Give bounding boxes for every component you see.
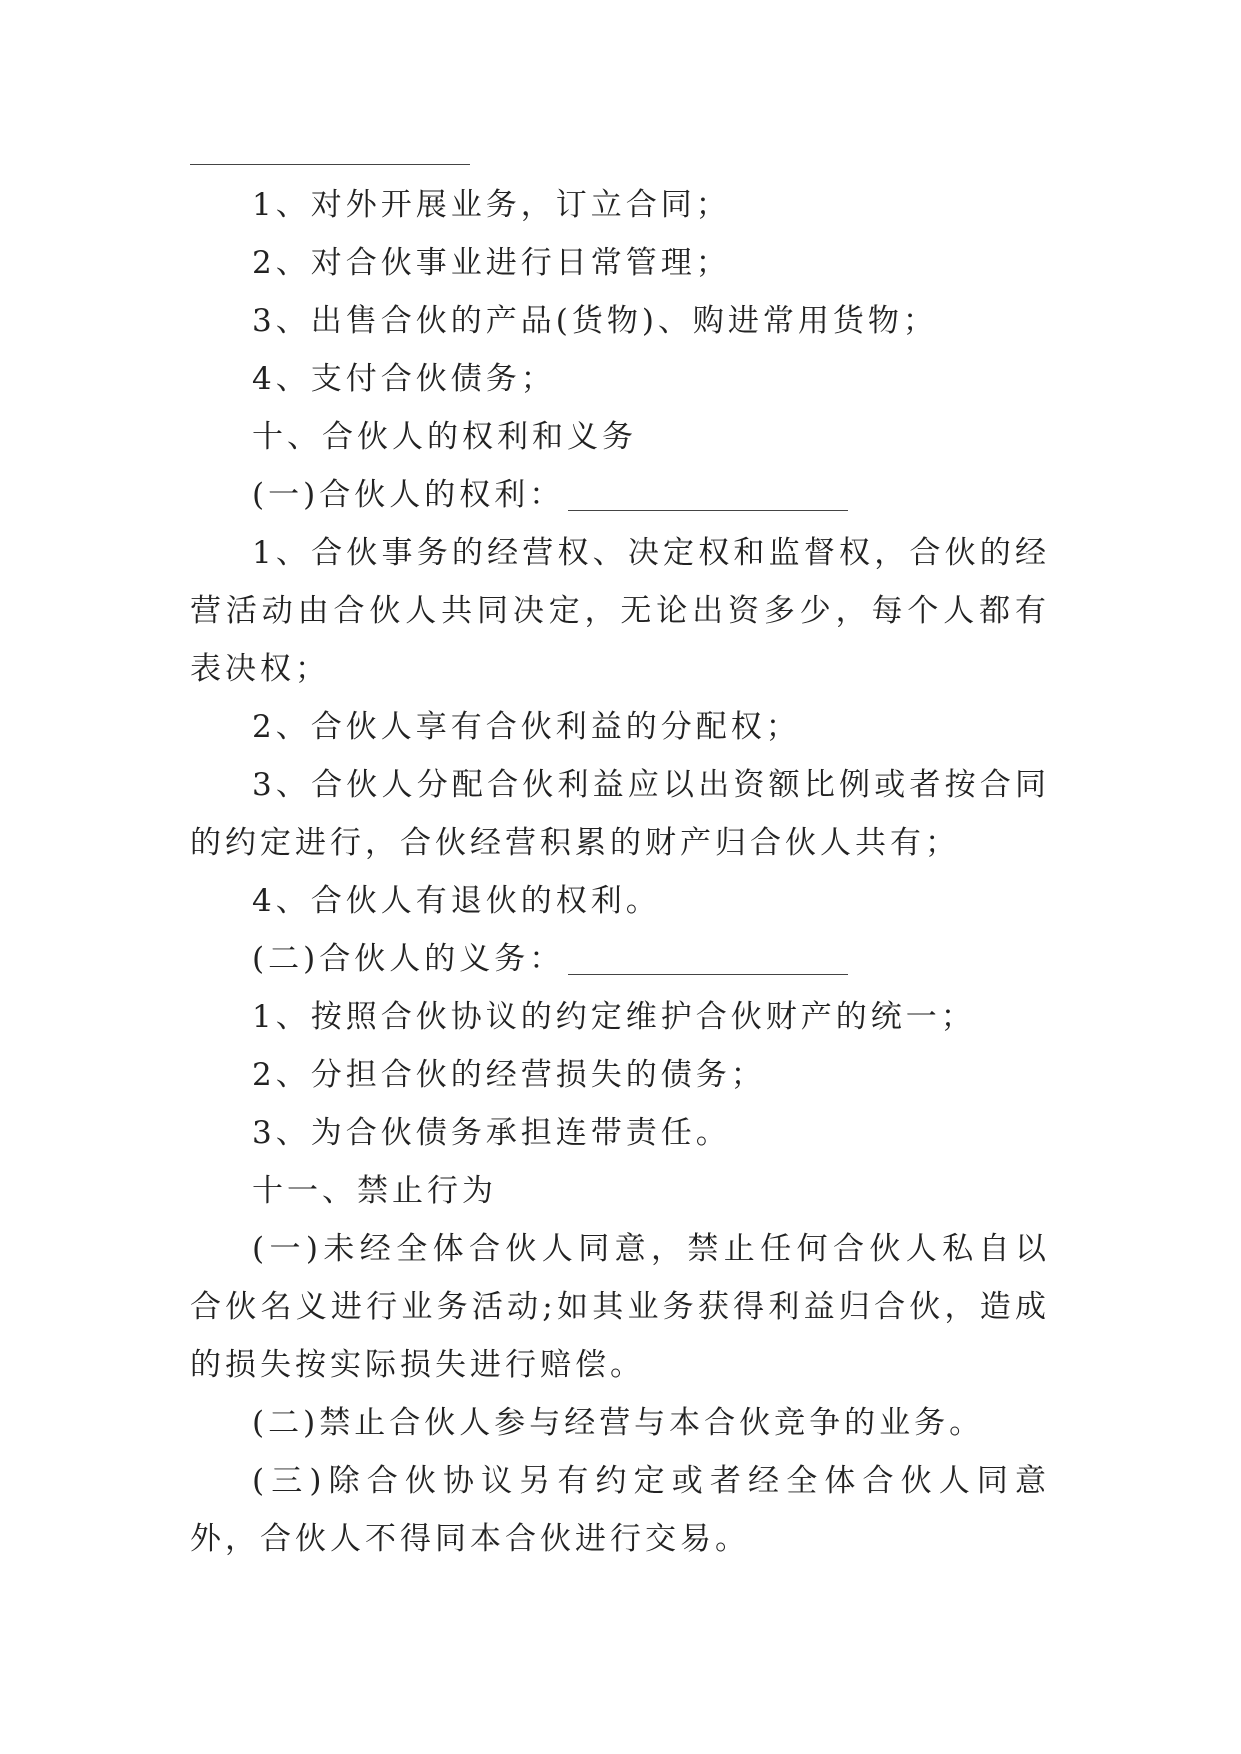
heading-text: 十、合伙人的权利和义务 bbox=[252, 419, 637, 455]
paragraph bbox=[190, 350, 1050, 408]
fill-in-blank bbox=[568, 510, 848, 511]
paragraph-text: 1、对外开展业务，订立合同； bbox=[252, 187, 731, 223]
paragraph bbox=[190, 524, 1050, 698]
paragraph-text: 3、合伙人分配合伙利益应以出资额比例或者按合同的约定进行，合伙经营积累的财产归合伙人共有； bbox=[190, 767, 1050, 861]
paragraph bbox=[190, 234, 1050, 292]
top-blank-line bbox=[190, 164, 470, 165]
paragraph-text: 4、合伙人有退伙的权利。 bbox=[252, 883, 661, 919]
paragraph bbox=[190, 1452, 1050, 1568]
paragraph bbox=[190, 176, 1050, 234]
paragraph-text: 3、为合伙债务承担连带责任。 bbox=[252, 1115, 731, 1151]
paragraph bbox=[190, 292, 1050, 350]
paragraph-text: (一)未经全体合伙人同意，禁止任何合伙人私自以合伙名义进行业务活动;如其业务获得利益归合伙，造成的损失按实际损失进行赔偿。 bbox=[190, 1231, 1050, 1383]
paragraph bbox=[190, 1046, 1050, 1104]
section-heading bbox=[190, 1162, 1050, 1220]
paragraph-text: (三)除合伙协议另有约定或者经全体合伙人同意外，合伙人不得同本合伙进行交易。 bbox=[190, 1463, 1050, 1557]
paragraph-text: (二)禁止合伙人参与经营与本合伙竞争的业务。 bbox=[252, 1405, 985, 1441]
subsection-heading bbox=[190, 466, 1050, 524]
document-body bbox=[190, 164, 1050, 1568]
paragraph-text: 2、合伙人享有合伙利益的分配权； bbox=[252, 709, 801, 745]
paragraph bbox=[190, 698, 1050, 756]
paragraph-text: 4、支付合伙债务； bbox=[252, 361, 556, 397]
heading-text: (二)合伙人的义务： bbox=[252, 941, 565, 977]
paragraph bbox=[190, 988, 1050, 1046]
heading-text: 十一、禁止行为 bbox=[252, 1173, 497, 1209]
paragraph bbox=[190, 872, 1050, 930]
paragraph-text: 2、对合伙事业进行日常管理； bbox=[252, 245, 731, 281]
section-heading bbox=[190, 408, 1050, 466]
paragraph-text: 1、合伙事务的经营权、决定权和监督权，合伙的经营活动由合伙人共同决定，无论出资多少，每个人都有表决权； bbox=[190, 535, 1050, 687]
paragraph bbox=[190, 1104, 1050, 1162]
paragraph bbox=[190, 756, 1050, 872]
heading-text: (一)合伙人的权利： bbox=[252, 477, 565, 513]
paragraph-text: 3、出售合伙的产品(货物)、购进常用货物； bbox=[252, 303, 938, 339]
paragraph bbox=[190, 1220, 1050, 1394]
paragraph-text: 2、分担合伙的经营损失的债务； bbox=[252, 1057, 766, 1093]
fill-in-blank bbox=[568, 974, 848, 975]
subsection-heading bbox=[190, 930, 1050, 988]
paragraph-text: 1、按照合伙协议的约定维护合伙财产的统一； bbox=[252, 999, 976, 1035]
paragraph bbox=[190, 1394, 1050, 1452]
